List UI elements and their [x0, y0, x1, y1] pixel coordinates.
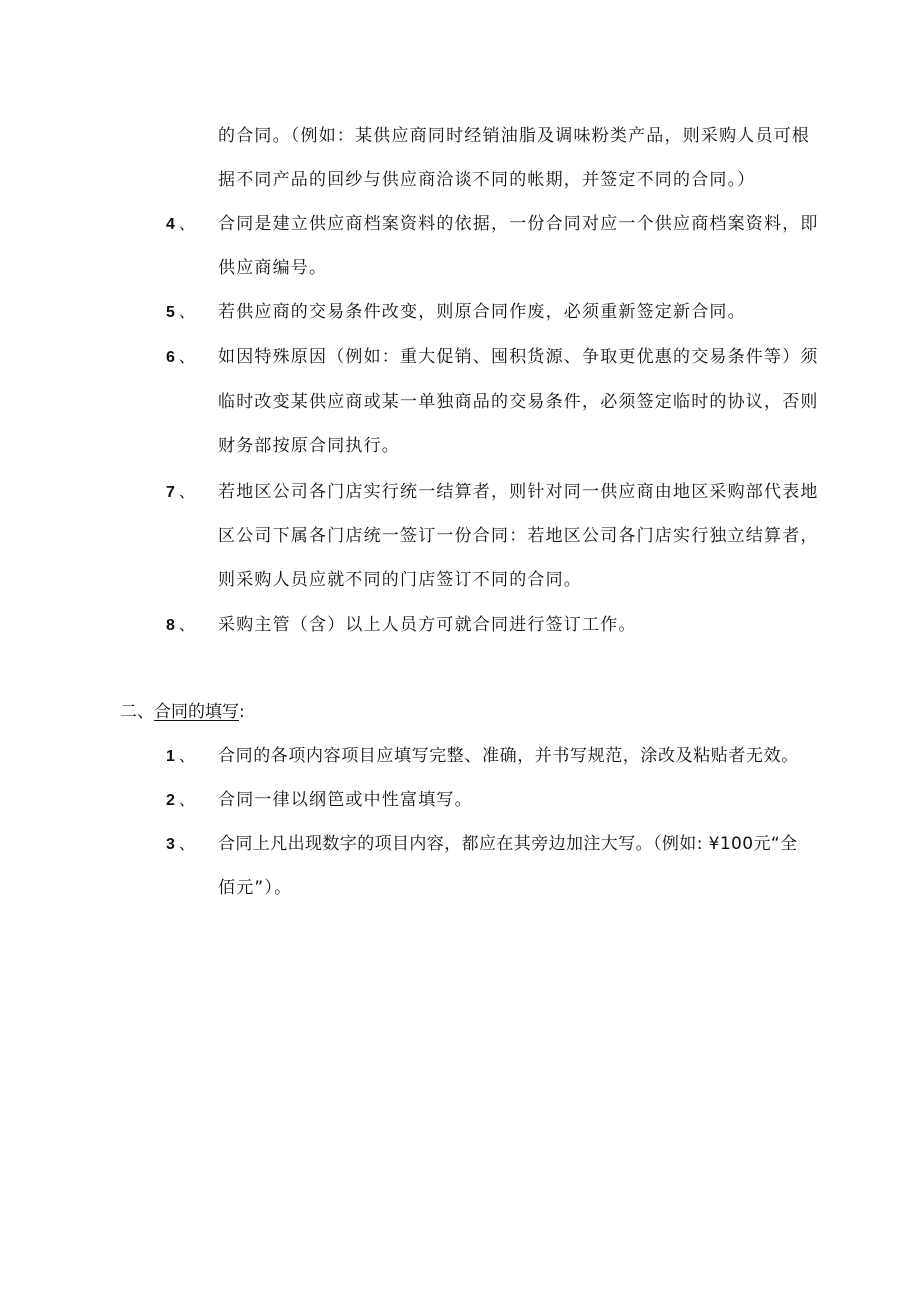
list-item-text: 采购主管（含）以上人员方可就合同进行签订工作。 — [218, 615, 637, 635]
list-item-text: 佰元”）。 — [218, 878, 293, 898]
list-item-number: 4 、 — [166, 214, 195, 233]
list-item-text: 若供应商的交易条件改变，则原合同作废，必须重新签定新合同。 — [218, 302, 746, 322]
list-item-text: 合同一律以纲笆或中性富填写。 — [218, 790, 473, 810]
section-heading: 二、合同的填写: — [120, 702, 245, 722]
list-item-text: 如因特殊原因（例如：重大促销、囤积货源、争取更优惠的交易条件等）须 — [218, 347, 819, 367]
list-item-number: 1 、 — [166, 746, 195, 765]
list-item-text: 区公司下属各门店统一签订一份合同：若地区公司各门店实行独立结算者， — [218, 526, 819, 546]
list-item-number: 3 、 — [166, 834, 195, 853]
list-item-text: 合同上凡出现数字的项目内容，都应在其旁边加注大写。（例如: ¥100元“全 — [218, 834, 798, 854]
list-item-text: 临时改变某供应商或某一单独商品的交易条件，必须签定临时的协议，否则 — [218, 392, 819, 412]
list-item-number: 2 、 — [166, 790, 195, 809]
list-item-text: 供应商编号。 — [218, 258, 328, 278]
list-item-text: 财务部按原合同执行。 — [218, 436, 400, 456]
continuation-line-2: 据不同产品的回纱与供应商洽谈不同的帐期，并签定不同的合同。） — [218, 170, 756, 190]
list-item-text: 合同的各项内容项目应填写完整、准确，并书写规范，涂改及粘贴者无效。 — [218, 746, 799, 766]
continuation-line-1: 的合同。（例如：某供应商同时经销油脂及调味粉类产品，则采购人员可根 — [218, 126, 811, 146]
list-item-number: 5 、 — [166, 302, 195, 321]
list-item-number: 7 、 — [166, 482, 195, 501]
list-item-number: 8 、 — [166, 615, 195, 634]
list-item-number: 6 、 — [166, 347, 195, 366]
list-item-text: 则采购人员应就不同的门店签订不同的合同。 — [218, 570, 582, 590]
list-item-text: 若地区公司各门店实行统一结算者，则针对同一供应商由地区采购部代表地 — [218, 482, 819, 502]
list-item-text: 合同是建立供应商档案资料的依据，一份合同对应一个供应商档案资料，即 — [218, 214, 819, 234]
